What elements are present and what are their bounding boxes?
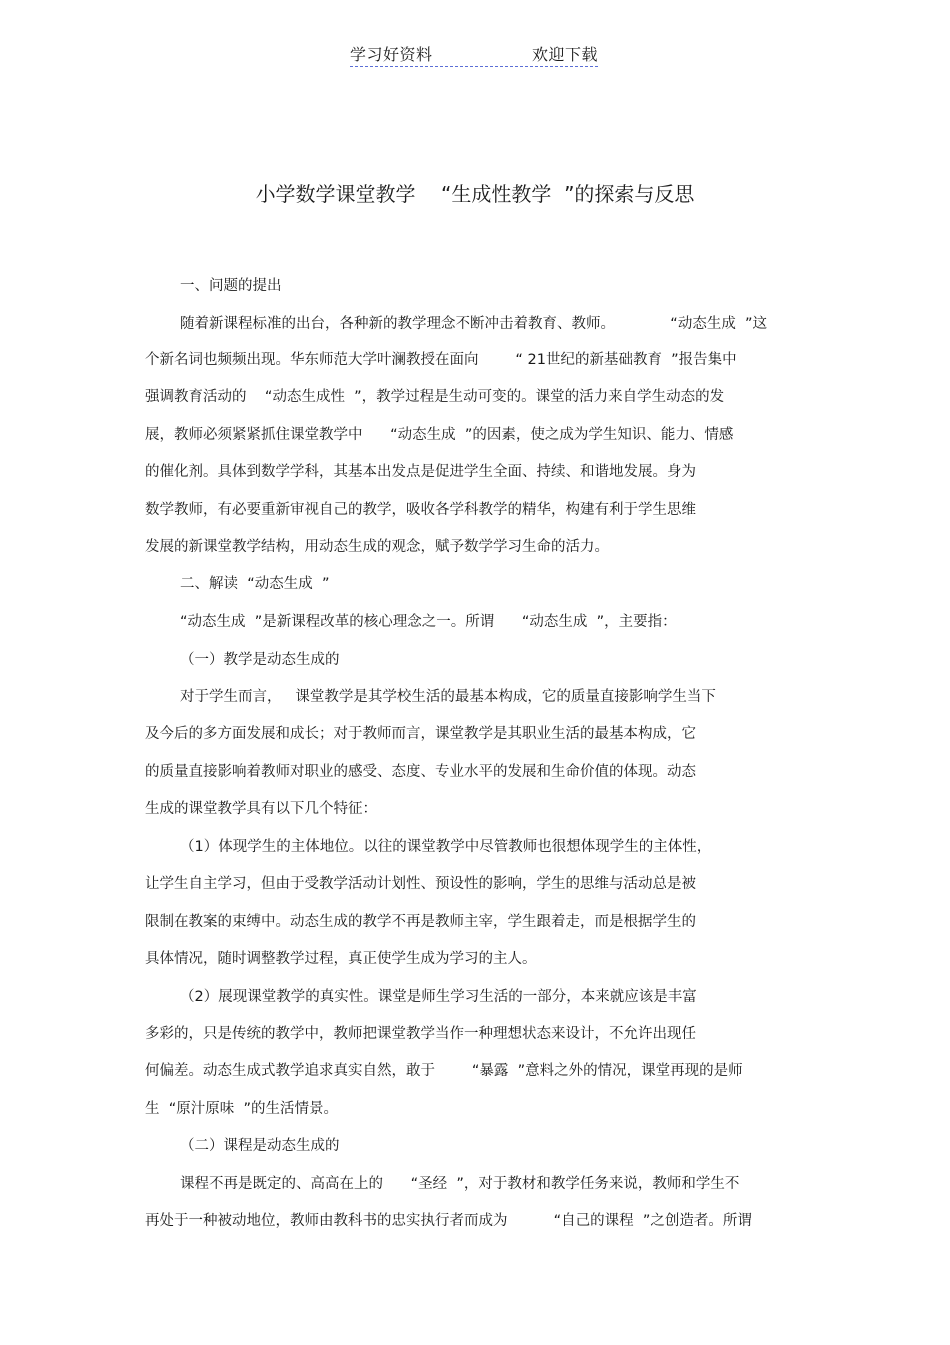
document-title: 小学数学课堂教学 “生成性教学 ”的探索与反思: [255, 182, 695, 206]
paragraph-line: 何偏差。动态生成式教学追求真实自然，敢于 “暴露 ”意料之外的情况，课堂再现的是师: [145, 1063, 743, 1079]
paragraph-line: 具体情况，随时调整教学过程，真正使学生成为学习的主人。: [145, 951, 537, 967]
paragraph-line: 限制在教案的束缚中。动态生成的教学不再是教师主宰，学生跟着走，而是根据学生的: [145, 914, 696, 930]
paragraph-line: 个新名词也频频出现。华东师范大学叶澜教授在面向 “ 21世纪的新基础教育 ”报告集中: [145, 352, 737, 368]
paragraph-line: 数学教师，有必要重新审视自己的教学，吸收各学科教学的精华，构建有利于学生思维: [145, 502, 696, 518]
paragraph-line: “动态生成 ”是新课程改革的核心理念之一。所谓 “动态生成 ”，主要指：: [180, 614, 677, 630]
paragraph-line: 课程不再是既定的、高高在上的 “圣经 ”，对于教材和教学任务来说，教师和学生不: [180, 1176, 740, 1192]
page-header: [350, 40, 598, 67]
paragraph-line: 发展的新课堂教学结构，用动态生成的观念，赋予数学学习生命的活力。: [145, 539, 609, 555]
paragraph-line: 对于学生而言， 课堂教学是其学校生活的最基本构成，它的质量直接影响学生当下: [180, 689, 716, 705]
list-item-line: （1）体现学生的主体地位。以往的课堂教学中尽管教师也很想体现学生的主体性，: [180, 839, 712, 855]
header-right-text: 欢迎下载: [531, 45, 598, 64]
subsection-heading-2: （二）课程是动态生成的: [180, 1138, 340, 1154]
paragraph-line: 让学生自主学习，但由于受教学活动计划性、预设性的影响，学生的思维与活动总是被: [145, 876, 696, 892]
paragraph-line: 生 “原汁原味 ”的生活情景。: [145, 1101, 338, 1117]
paragraph-line: 随着新课程标准的出台，各种新的教学理念不断冲击着教育、教师。 “动态生成 ”这: [180, 316, 768, 332]
section-heading-2: 二、解读 “动态生成 ”: [180, 576, 330, 592]
paragraph-line: 再处于一种被动地位，教师由教科书的忠实执行者而成为 “自己的课程 ”之创造者。所谓: [145, 1213, 752, 1229]
paragraph-line: 展，教师必须紧紧抓住课堂教学中 “动态生成 ”的因素，使之成为学生知识、能力、情感: [145, 427, 734, 443]
paragraph-line: 生成的课堂教学具有以下几个特征：: [145, 801, 377, 817]
header-left-text: 学习好资料: [350, 45, 433, 64]
paragraph-line: 多彩的，只是传统的教学中，教师把课堂教学当作一种理想状态来设计，不允许出现任: [145, 1026, 696, 1042]
paragraph-line: 的催化剂。具体到数学学科，其基本出发点是促进学生全面、持续、和谐地发展。身为: [145, 464, 696, 480]
paragraph-line: 强调教育活动的 “动态生成性 ”，教学过程是生动可变的。课堂的活力来自学生动态的发: [145, 389, 725, 405]
paragraph-line: 及今后的多方面发展和成长；对于教师而言，课堂教学是其职业生活的最基本构成，它: [145, 726, 696, 742]
section-heading-1: 一、问题的提出: [180, 278, 282, 294]
subsection-heading-1: （一）教学是动态生成的: [180, 652, 340, 668]
paragraph-line: 的质量直接影响着教师对职业的感受、态度、专业水平的发展和生命价值的体现。动态: [145, 764, 696, 780]
list-item-line: （2）展现课堂教学的真实性。课堂是师生学习生活的一部分，本来就应该是丰富: [180, 989, 697, 1005]
